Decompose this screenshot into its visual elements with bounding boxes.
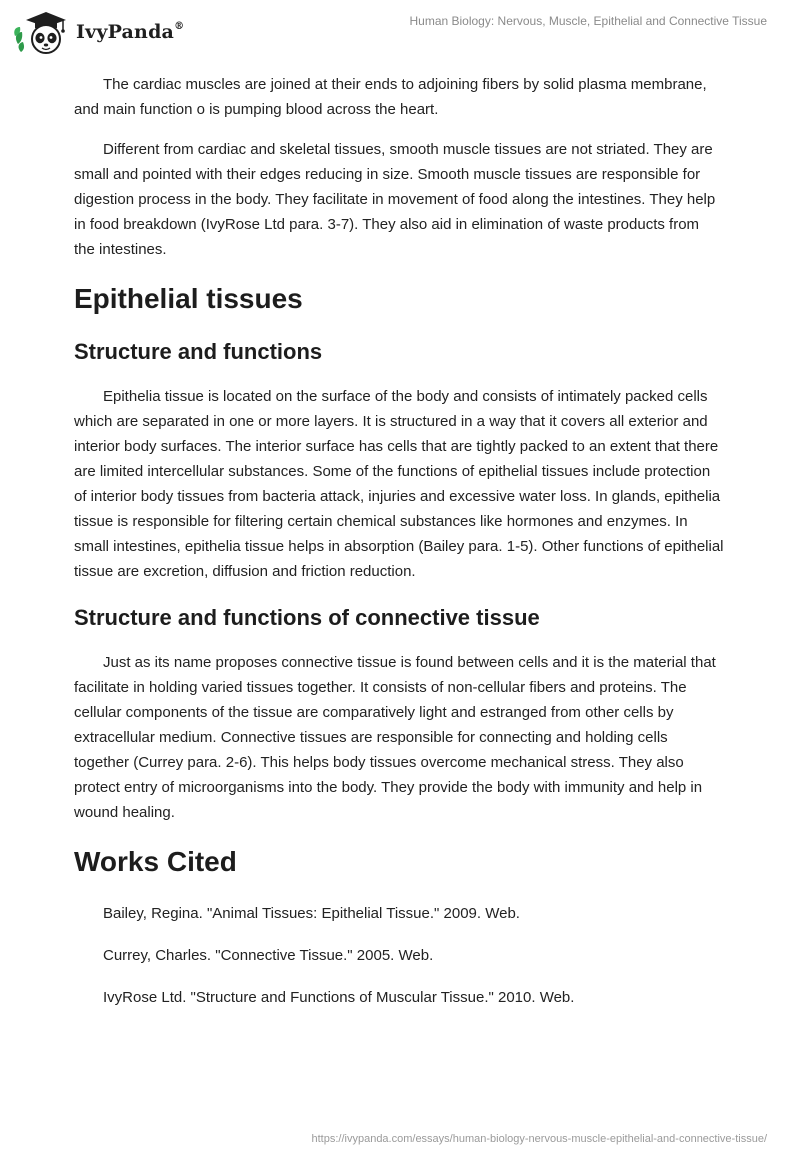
paragraph-smooth-muscle: Different from cardiac and skeletal tissues, smooth muscle tissues are not striated. They are small and pointed with their edges reducing in size. Smooth muscle tissues are responsible for digestion process in the body. They facilitate in movement of food along the intestines. They help in food breakdown (IvyRose Ltd para. 3-7). They also aid in elimination of waste products from the intestines.	[74, 141, 716, 258]
works-cited-list	[74, 901, 724, 1010]
essay-content	[74, 72, 724, 1027]
heading-epithelial-tissues: Epithelial tissues	[74, 283, 303, 314]
heading-works-cited: Works Cited	[74, 846, 237, 877]
logo-wordmark: IvyPanda®	[76, 20, 185, 43]
ivypanda-logo[interactable]	[12, 8, 184, 56]
citation-item: Bailey, Regina. "Animal Tissues: Epithelial Tissue." 2009. Web.	[103, 905, 520, 922]
citation-item: Currey, Charles. "Connective Tissue." 2005. Web.	[103, 947, 434, 964]
paragraph-connective: Just as its name proposes connective tissue is found between cells and it is the material that facilitate in holding varied tissues together. It consists of non-cellular fibers and proteins. The cellular components of the tissue are comparatively light and estranged from other cells by extracellular medium. Connective tissues are responsible for connecting and holding cells together (Currey para. 2-6). This helps body tissues overcome mechanical stress. They also protect entry of microorganisms into the body. They provide the body with immunity and help in wound healing.	[74, 654, 716, 821]
source-url[interactable]: https://ivypanda.com/essays/human-biology-nervous-muscle-epithelial-and-connective-tissue/	[311, 1133, 767, 1145]
citation-item: IvyRose Ltd. "Structure and Functions of Muscular Tissue." 2010. Web.	[103, 989, 575, 1006]
paragraph-cardiac: The cardiac muscles are joined at their ends to adjoining fibers by solid plasma membrane, and main function o is pumping blood across the heart.	[74, 76, 707, 118]
panda-logo-icon	[12, 8, 70, 56]
paragraph-epithelial: Epithelia tissue is located on the surface of the body and consists of intimately packed cells which are separated in one or more layers. It is structured in a way that it covers all exterior and interior body surfaces. The interior surface has cells that are tightly packed to an extent that there are limited intercellular substances. Some of the functions of epithelial tissues include protection of interior body tissues from bacteria attack, injuries and excessive water loss. In glands, epithelia tissue is responsible for filtering certain chemical substances like hormones and enzymes. In small intestines, epithelia tissue helps in absorption (Bailey para. 1-5). Other functions of epithelial tissue are excretion, diffusion and friction reduction.	[74, 388, 724, 580]
page-header	[0, 0, 800, 64]
document-title: Human Biology: Nervous, Muscle, Epithelial and Connective Tissue	[409, 14, 767, 28]
subheading-structure-functions: Structure and functions	[74, 339, 323, 364]
subheading-connective-tissue: Structure and functions of connective tissue	[74, 605, 540, 630]
